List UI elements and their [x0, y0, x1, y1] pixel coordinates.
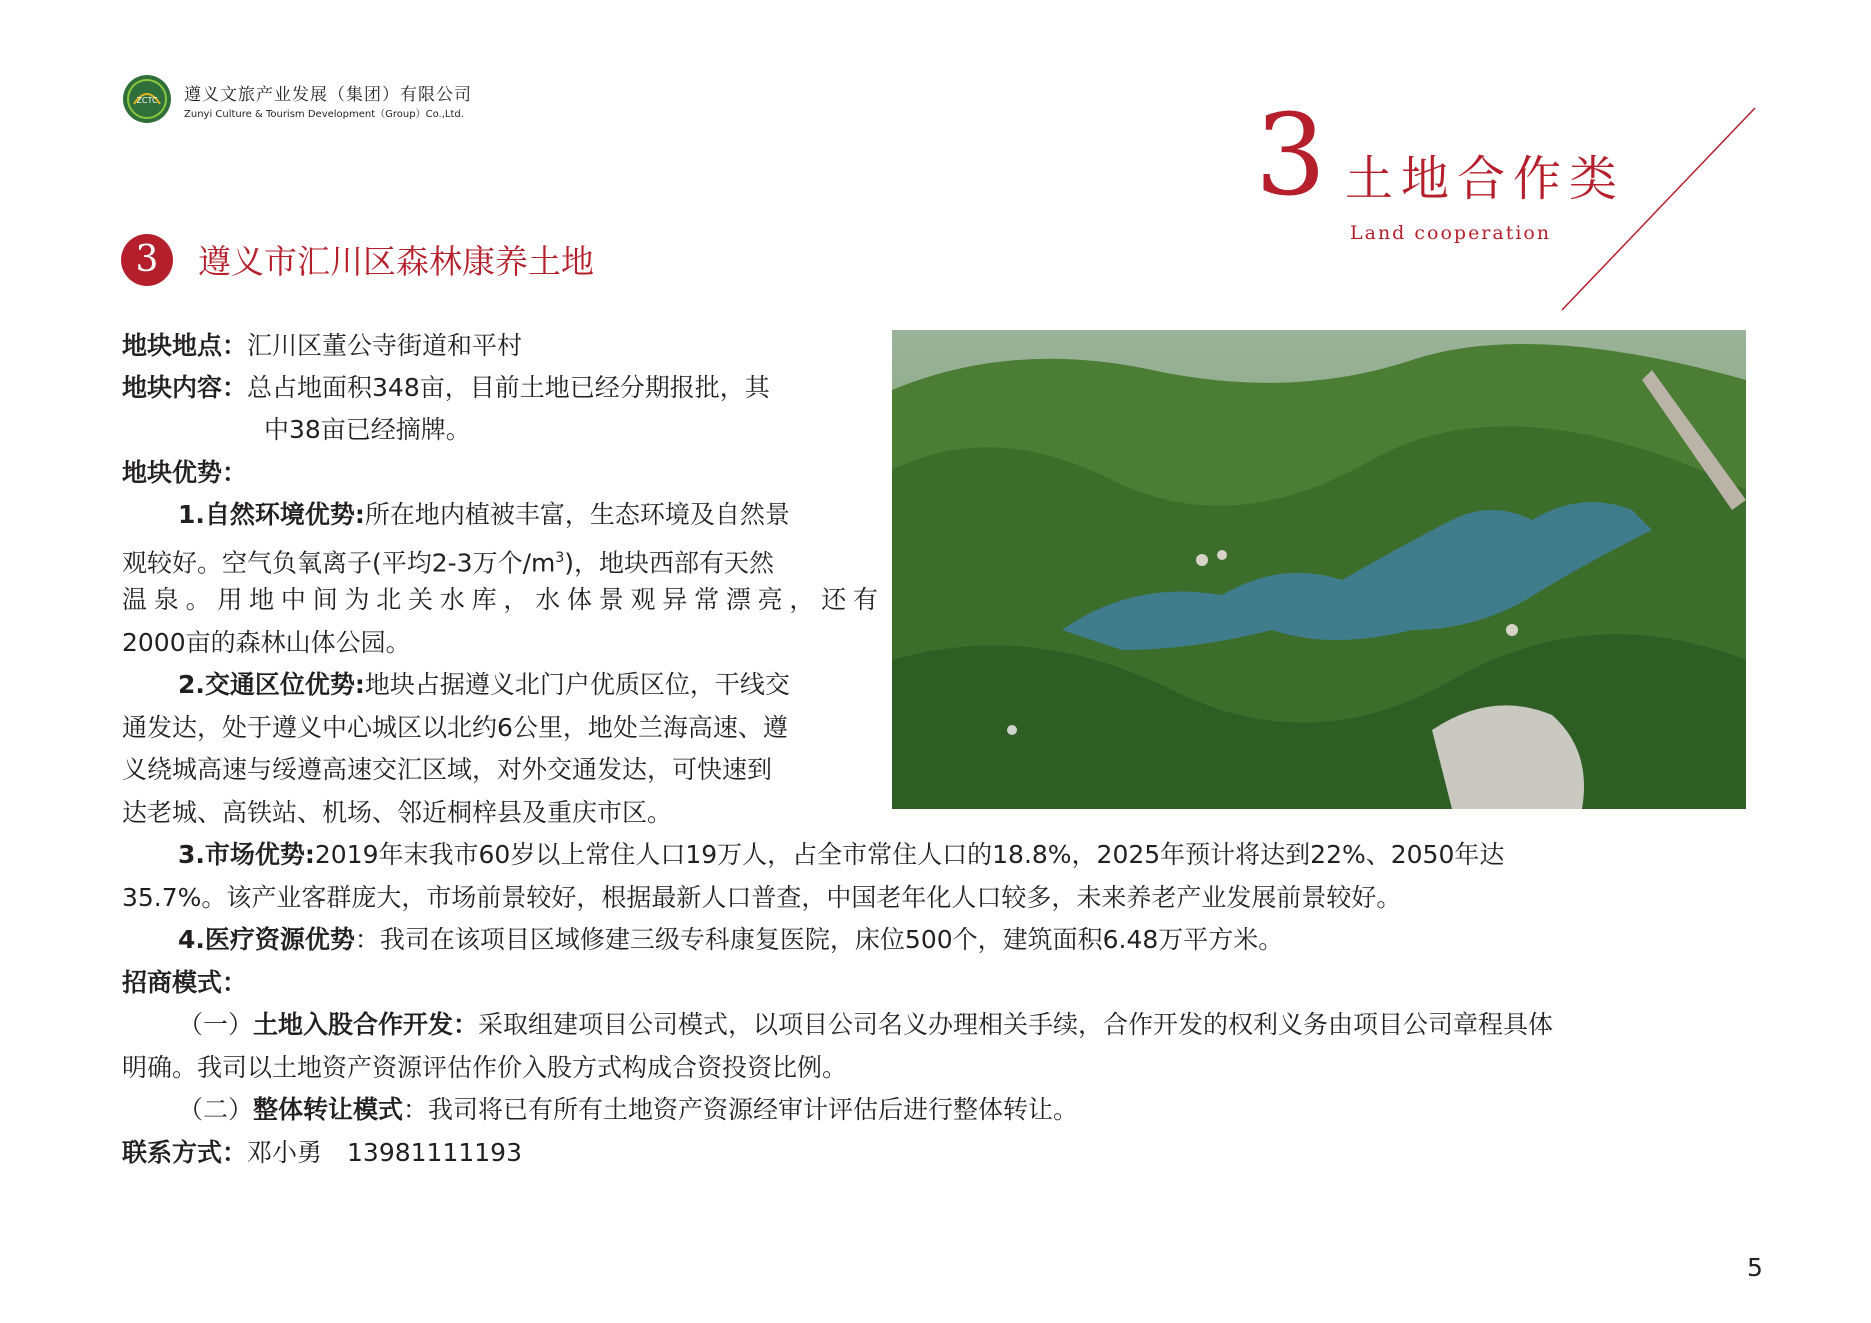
advantages-label: 地块优势：	[122, 458, 248, 487]
company-name-en: Zunyi Culture & Tourism Development（Group）Co.,Ltd.	[184, 109, 464, 120]
mode1-row	[178, 1010, 1553, 1040]
diagonal-line-decoration	[1560, 105, 1760, 315]
adv4-row	[178, 925, 1283, 955]
adv2-line-2: 通发达，处于遵义中心城区以北约6公里，地处兰海高速、遵	[122, 713, 788, 742]
aerial-landscape-photo	[892, 330, 1746, 809]
category-number: 3	[1255, 91, 1327, 221]
adv1-line-4: 2000亩的森林山体公园。	[122, 628, 411, 657]
adv2-label: 2.交通区位优势:	[178, 670, 365, 699]
company-name-cn: 遵义文旅产业发展（集团）有限公司	[184, 85, 472, 105]
mode1-prefix: （一）	[178, 1010, 254, 1039]
mode1-label: 土地入股合作开发：	[253, 1010, 479, 1039]
company-logo-icon	[122, 74, 172, 124]
svg-text:ZCTC: ZCTC	[136, 96, 158, 105]
location-label: 地块地点：	[122, 331, 248, 360]
content-label: 地块内容：	[122, 373, 248, 402]
adv1-line-2: 观较好。空气负氧离子(平均2-3万个$/m^3$)，地块西部有天然	[122, 548, 775, 578]
mode1-line-2: 明确。我司以土地资产资源评估作价入股方式构成合资投资比例。	[122, 1053, 848, 1082]
mode2-row	[178, 1095, 1078, 1125]
category-title: 土地合作类	[1345, 151, 1626, 207]
mode2-label: 整体转让模式	[253, 1095, 404, 1124]
adv3-line-1: 2019年末我市60岁以上常住人口19万人，占全市常住人口的18.8%，2025年预计将达到22%、2050年达	[314, 840, 1505, 869]
content-line-1: 总占地面积348亩，目前土地已经分期报批，其	[247, 373, 770, 402]
adv4-label: 4.医疗资源优势	[178, 925, 355, 954]
location-value: 汇川区董公寺街道和平村	[247, 331, 523, 360]
category-subtitle: Land cooperation	[1350, 222, 1552, 244]
adv1-row	[178, 500, 790, 530]
mode2-value: ：我司将已有所有土地资产资源经审计评估后进行整体转让。	[403, 1095, 1079, 1124]
mode2-prefix: （二）	[178, 1095, 254, 1124]
adv4-value: ：我司在该项目区域修建三级专科康复医院，床位500个，建筑面积6.48万平方米。	[354, 925, 1284, 954]
section-number-badge: 3	[121, 234, 173, 286]
adv3-line-2: 35.7%。该产业客群庞大，市场前景较好，根据最新人口普查，中国老年化人口较多，未来养老产业发展前景较好。	[122, 883, 1402, 912]
mode-label: 招商模式：	[122, 968, 248, 997]
location-row	[122, 331, 522, 361]
adv2-line-3: 义绕城高速与绥遵高速交汇区域，对外交通发达，可快速到	[122, 755, 773, 784]
adv1-line-1: 所在地内植被丰富，生态环境及自然景	[364, 500, 790, 529]
contact-value: 邓小勇 13981111193	[247, 1138, 522, 1167]
content-line-2: 中38亩已经摘牌。	[264, 415, 471, 444]
content-row	[122, 373, 770, 403]
mode1-line-1: 采取组建项目公司模式，以项目公司名义办理相关手续，合作开发的权利义务由项目公司章程具体	[478, 1010, 1554, 1039]
adv2-row	[178, 670, 790, 700]
adv2-line-1: 地块占据遵义北门户优质区位，干线交	[364, 670, 790, 699]
adv3-label: 3.市场优势:	[178, 840, 315, 869]
adv2-line-4: 达老城、高铁站、机场、邻近桐梓县及重庆市区。	[122, 798, 673, 827]
contact-label: 联系方式：	[122, 1138, 248, 1167]
adv1-line-3: 温泉。用地中间为北关水库，水体景观异常漂亮，还有	[122, 585, 878, 614]
adv3-row	[178, 840, 1504, 870]
contact-row	[122, 1138, 522, 1168]
page-number: 5	[1747, 1253, 1763, 1282]
section-title: 遵义市汇川区森林康养土地	[198, 242, 594, 281]
adv1-label: 1.自然环境优势:	[178, 500, 365, 529]
